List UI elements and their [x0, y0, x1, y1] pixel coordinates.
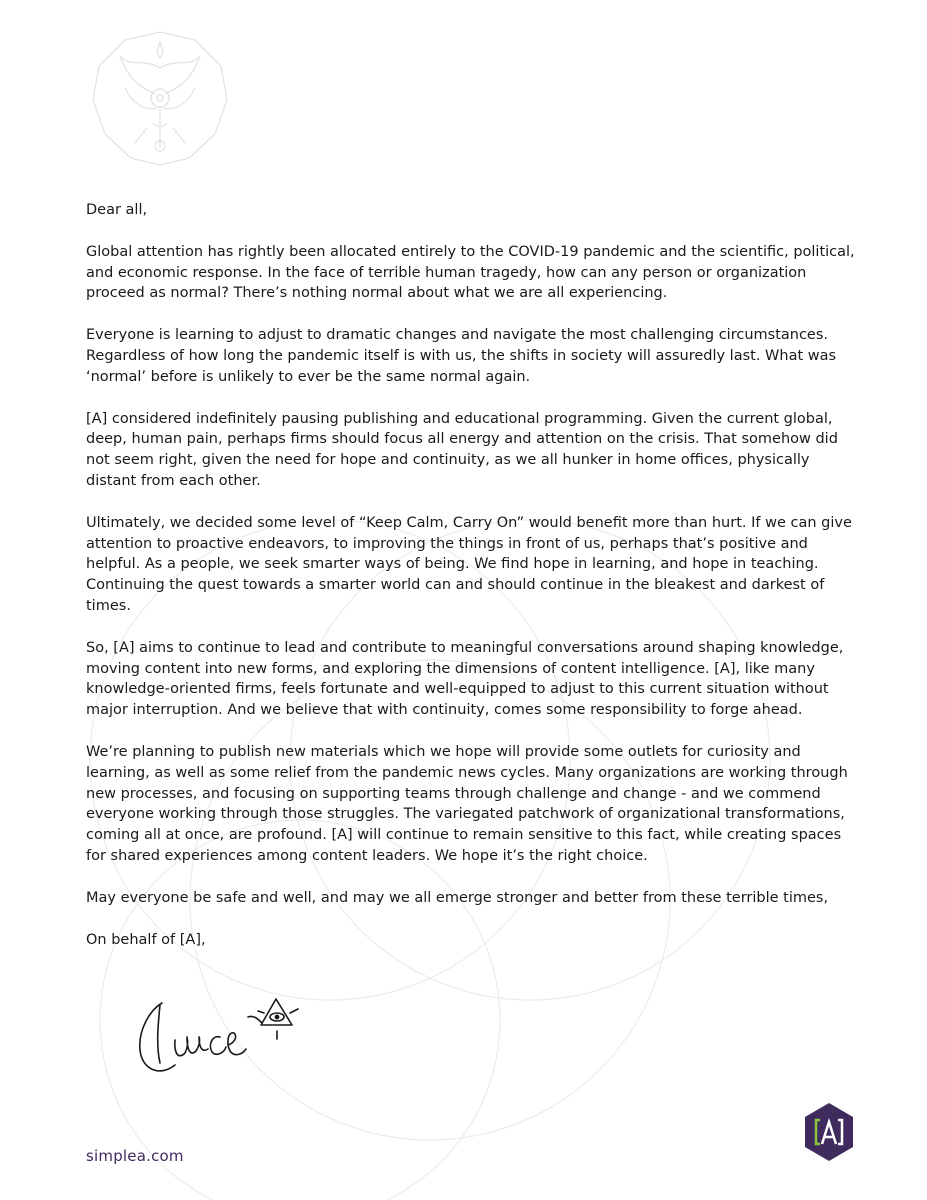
paragraph-6: We’re planning to publish new materials which we hope will provide some outlets for curiosity and learning, as well as some relief from the pandemic news cycles. Many organizations are working through new processes, and focusing on supporting teams through challenge and change - and we commend everyone working through those struggles. The variegated patchwork of organizational transformations, coming all at once, are profound. [A] will continue to remain sensitive to this fact, while creating spaces for shared experiences among content leaders. We hope it’s the right choice.: [86, 743, 848, 864]
crest-emblem: [85, 28, 235, 168]
website-link[interactable]: simplea.com: [86, 1147, 184, 1165]
signature: [130, 985, 310, 1085]
paragraph-3: [A] considered indefinitely pausing publishing and educational programming. Given the current global, deep, human pain, perhaps firms should focus all energy and attention on the crisis. That somehow did not seem right, given the need for hope and continuity, as we all hunker in home offices, physically distant from each other.: [86, 410, 838, 489]
paragraph-7: May everyone be safe and well, and may we all emerge stronger and better from these terrible times,: [86, 889, 829, 906]
salutation: Dear all,: [86, 202, 148, 218]
simplea-logo: [803, 1102, 855, 1162]
paragraph-4: Ultimately, we decided some level of “Keep Calm, Carry On” would benefit more than hurt. If we can give attention to proactive endeavors, to improving the things in front of us, perhaps that’s positive and helpful. As a people, we seek smarter ways of being. We find hope in learning, and hope in teaching. Continuing the quest towards a smarter world can and should continue in the bleakest and darkest of times.: [86, 514, 852, 614]
letter-body: [86, 200, 856, 968]
paragraph-5: So, [A] aims to continue to lead and contribute to meaningful conversations around shaping knowledge, moving content into new forms, and exploring the dimensions of content intelligence. [A], like many knowledge-oriented firms, feels fortunate and well-equipped to adjust to this current situation without major interruption. And we believe that with continuity, comes some responsibility to forge ahead.: [86, 639, 844, 719]
paragraph-2: Everyone is learning to adjust to dramatic changes and navigate the most challenging circumstances. Regardless of how long the pandemic itself is with us, the shifts in society will assuredly last. What was ‘normal’ before is unlikely to ever be the same normal again.: [86, 327, 837, 385]
paragraph-1: Global attention has rightly been allocated entirely to the COVID-19 pandemic and the scientific, political, and economic response. In the face of terrible human tragedy, how can any person or organization proceed as normal? There’s nothing normal about what we are all experiencing.: [86, 243, 855, 302]
closing-line: On behalf of [A],: [86, 931, 206, 948]
